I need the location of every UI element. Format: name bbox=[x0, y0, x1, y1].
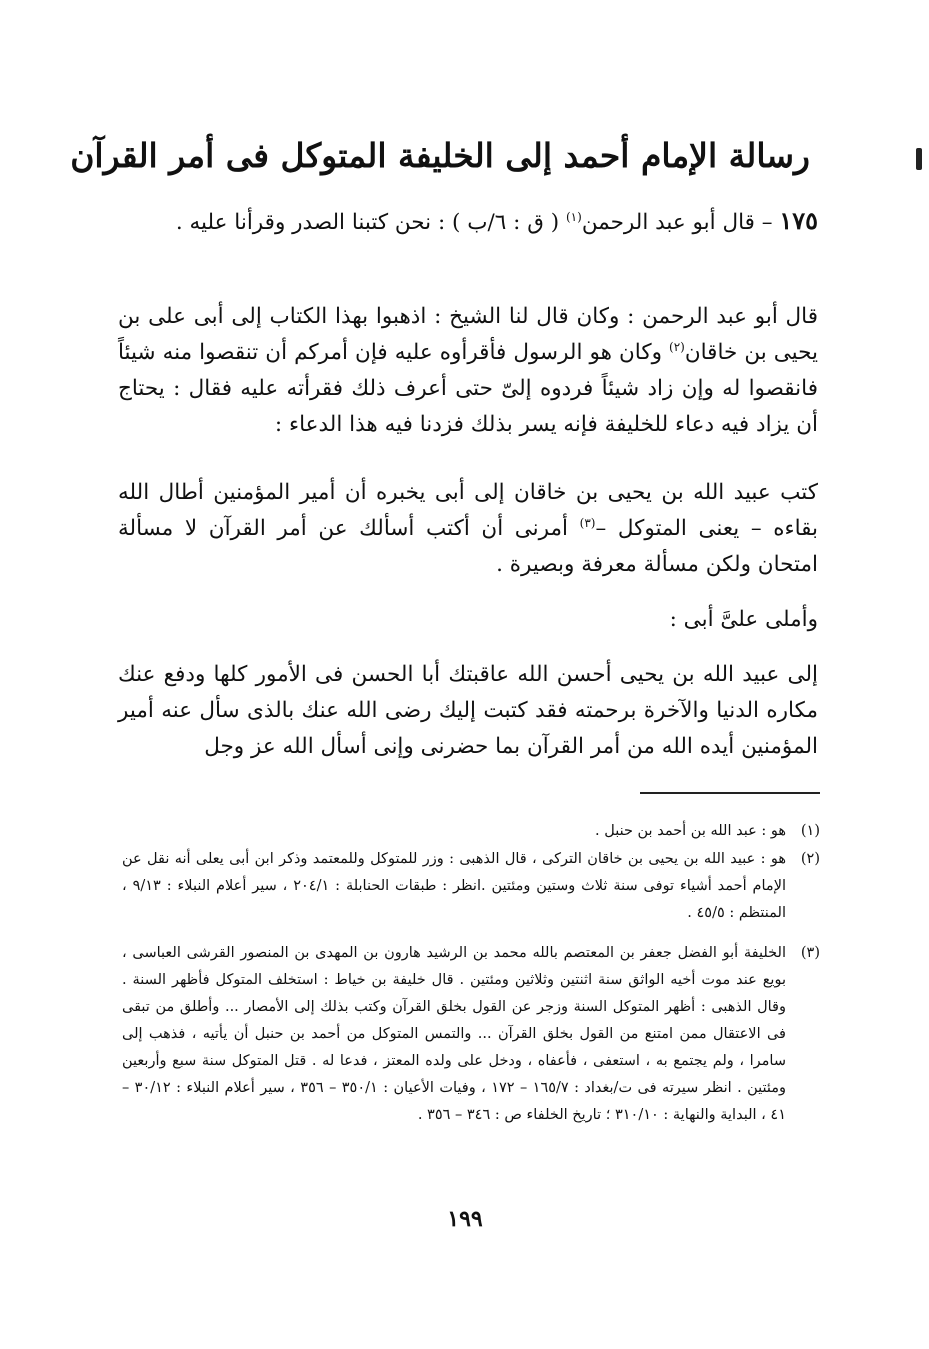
paragraph-175 bbox=[118, 203, 818, 241]
paragraph-1-text-b: وكان هو الرسول فأقرأوه عليه فإن أمركم أن تنقصوا منه شيئاً فانقصوا له وإن زاد شيئاً فردوه إلىّ حتى أعرف ذلك فقرأته عليه فقال : يحتاج أن يزاد فيه دعاء للخليفة فإنه يسر بذلك فزدنا فيه هذا الدعاء : bbox=[118, 340, 818, 437]
footnote-text: هو : عبد الله بن أحمد بن حنبل . bbox=[595, 823, 786, 839]
page-number: ١٩٩ bbox=[447, 1206, 483, 1232]
footnote-divider bbox=[640, 792, 820, 794]
paragraph-175-text-a: – قال أبو عبد الرحمن bbox=[581, 210, 780, 235]
paragraph-4: إلى عبيد الله بن يحيى أحسن الله عاقبتك أبا الحسن فى الأمور كلها ودفع عنك مكاره الدنيا والآخرة برحمته فقد كتبت إليك رضى الله عنك بالذى سأل عنه أمير المؤمنين أيده الله من أمر القرآن بما حضرنى وإنى أسأل الله عز وجل bbox=[118, 662, 818, 759]
paragraph-175-text-b: ( ق : ٦/ب ) : نحن كتبنا الصدر وقرأنا عليه . bbox=[175, 210, 566, 235]
paragraph-2-text-b: أمرنى أن أكتب أسألك عن أمر القرآن لا مسألة امتحان ولكن مسألة معرفة وبصيرة . bbox=[118, 516, 818, 577]
paragraph-2 bbox=[118, 475, 818, 583]
footnote-number: (١) bbox=[800, 823, 820, 839]
footnote-ref-3[interactable]: (٣) bbox=[579, 515, 596, 530]
footnote-text: الخليفة أبو الفضل جعفر بن المعتصم بالله محمد بن الرشيد هارون بن المهدى بن المنصور القرشى العباسى ، بويع عند موت أخيه الواثق سنة اثنتين وثلاثين ومئتين . قال خليفة بن خياط : استخلف المتوكل فأظهر السنة . وقال الذهبى : أظهر المتوكل السنة وزجر عن القول بخلق القرآن وكتب بذلك إلى الأمصار ... وأطلق من تبقى فى الاعتقال ممن امتنع من القول بخلق القرآن ... والتمس المتوكل من أحمد بن حنبل أن يأتيه ، فذهب إلى سامرا ، ولم يجتمع به ، استعفى ، فأعفاه ، ودخل على ولده المعتز ، فدعا له . قتل المتوكل سنة سبع وأربعين ومئتين . انظر سيرته فى ت/بغداد : ١٦٥/٧ – ١٧٢ ، وفيات الأعيان : ٣٥٠/١ – ٣٥٦ ، سير أعلام النبلاء : ٣٠/١٢ – ٤١ ، البداية والنهاية : ٣١٠/١٠ ؛ تاريخ الخلفاء ص : ٣٤٦ – ٣٥٦ . bbox=[122, 945, 787, 1123]
footnote-1 bbox=[118, 818, 820, 845]
margin-mark bbox=[916, 148, 922, 170]
paragraph-2-text-a: كتب عبيد الله بن يحيى بن خاقان إلى أبى يخبره أن أمير المؤمنين أطال الله بقاءه – يعنى المتوكل – bbox=[118, 480, 818, 541]
footnote-2 bbox=[118, 846, 820, 927]
footnote-text: هو : عبيد الله بن يحيى بن خاقان التركى ، قال الذهبى : وزر للمتوكل وللمعتمد وذكر ابن أبى يعلى أنه نقل عن الإمام أحمد أشياء توفى سنة ثلاث وستين ومئتين .انظر : طبقات الحنابلة : ٢٠٤/١ ، سير أعلام النبلاء : ٩/١٣ ، المنتظم : ٤٥/٥ . bbox=[122, 851, 786, 921]
paragraph-1 bbox=[118, 299, 818, 443]
section-number: ١٧٥ bbox=[779, 206, 818, 235]
footnote-ref-1[interactable]: (١) bbox=[565, 209, 582, 224]
paragraph-3: وأملى علىَّ أبى : bbox=[669, 607, 818, 632]
footnote-3 bbox=[118, 940, 820, 1129]
footnote-ref-2[interactable]: (٢) bbox=[669, 339, 685, 354]
footnote-number: (٣) bbox=[800, 945, 820, 961]
footnote-number: (٢) bbox=[800, 851, 820, 867]
paragraph-1-text-a: قال أبو عبد الرحمن : وكان قال لنا الشيخ : اذهبوا بهذا الكتاب إلى أبى على بن يحيى بن خاقان bbox=[118, 304, 818, 365]
page-title: رسالة الإمام أحمد إلى الخليفة المتوكل فى أمر القرآن bbox=[70, 136, 810, 175]
